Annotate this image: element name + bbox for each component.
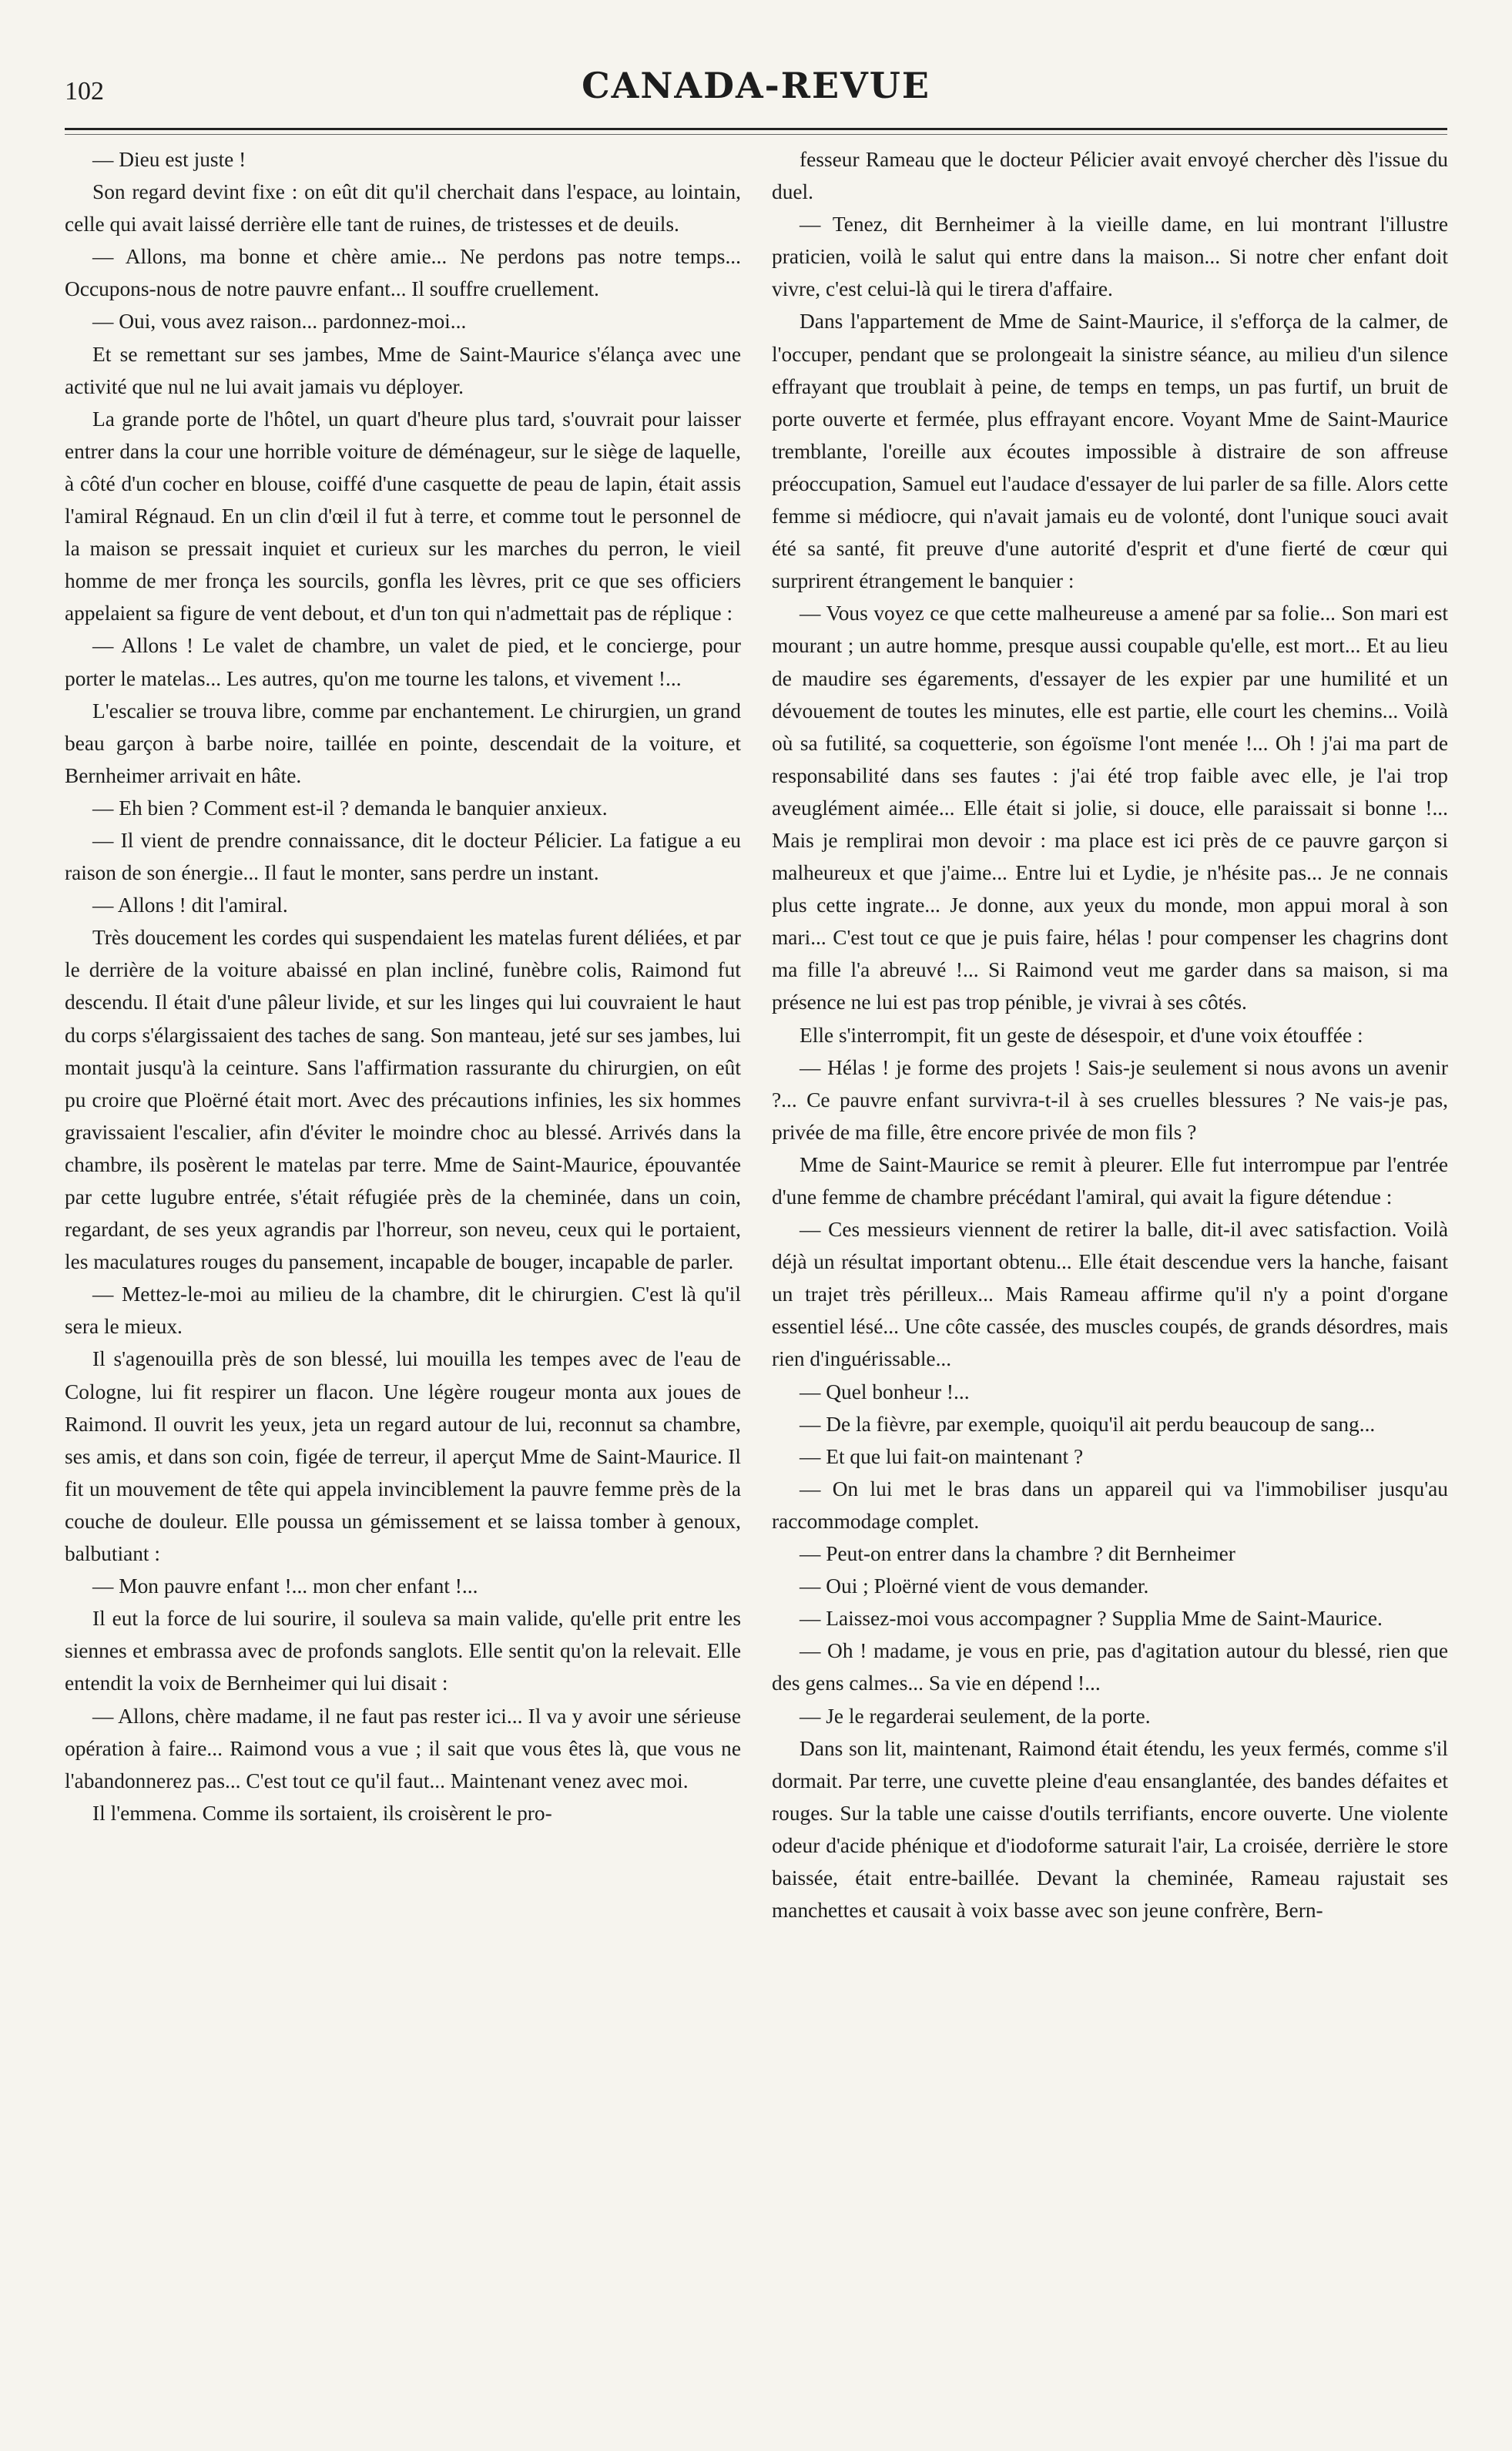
- right-column: [772, 143, 1448, 2423]
- paragraph: Mme de Saint-Maurice se remit à pleurer. Elle fut interrompue par l'entrée d'une femme de chambre précédant l'amiral, qui avait la figure détendue :: [772, 1152, 1448, 1209]
- paragraph: — Laissez-moi vous accompagner ? Supplia Mme de Saint-Maurice.: [800, 1607, 1383, 1631]
- paragraph: La grande porte de l'hôtel, un quart d'heure plus tard, s'ouvrait pour laisser entrer dans la cour une horrible voiture de déménageur, sur le siège de laquelle, à côté d'un cocher en blouse, coiffé d'une casquette de peau de lapin, était assis l'amiral Régnaud. En un clin d'œil il fut à terre, et comme tout le personnel de la maison se pressait inquiet et curieux sur les marches du perron, le vieil homme de mer fronça les sourcils, gonfla les lèvres, prit ce que ses officiers appelaient sa figure de vent debout, et d'un ton qui n'admettait pas de réplique :: [65, 407, 741, 625]
- paragraph: Il eut la force de lui sourire, il souleva sa main valide, qu'elle prit entre les siennes et embrassa avec de profonds sanglots. Elle sentit qu'on la relevait. Elle entendit la voix de Bernheimer qui lui disait :: [65, 1607, 741, 1695]
- paragraph: Dans son lit, maintenant, Raimond était étendu, les yeux fermés, comme s'il dormait. Par terre, une cuvette pleine d'eau ensanglantée, des bandes défaites et rouges. Sur la table une caisse d'outils terrifiants, encore ouverte. Une violente odeur d'acide phénique et d'iodoforme saturait l'air, La croisée, derrière le store baissée, était entre-baillée. Devant la cheminée, Rameau rajustait ses manchettes et causait à voix basse avec son jeune confrère, Bern-: [772, 1736, 1448, 1923]
- paragraph: — Je le regarderai seulement, de la porte.: [800, 1704, 1151, 1728]
- paragraph: — Eh bien ? Comment est-il ? demanda le banquier anxieux.: [92, 796, 608, 820]
- page-header: [65, 60, 1447, 114]
- paragraph: Dans l'appartement de Mme de Saint-Maurice, il s'efforça de la calmer, de l'occuper, pendant que se prolongeait la sinistre séance, au milieu d'un silence effrayant que troublait à peine, de temps en temps, un pas furtif, un bruit de porte ouverte et fermée, plus effrayant encore. Voyant Mme de Saint-Maurice tremblante, l'oreille aux écoutes impossible à distraire de son affreuse préoccupation, Samuel eut l'audace d'essayer de lui parler de sa fille. Alors cette femme si médiocre, qui n'avait jamais eu de volonté, dont l'unique souci avait été sa santé, fit preuve d'une autorité d'esprit et d'une fierté de cœur qui surprirent étrangement le banquier :: [772, 310, 1448, 593]
- header-rule-thin: [65, 134, 1447, 135]
- paragraph: — Oui, vous avez raison... pardonnez-moi...: [92, 310, 467, 334]
- paragraph: — Allons, ma bonne et chère amie... Ne perdons pas notre temps... Occupons-nous de notre pauvre enfant... Il souffre cruellement.: [65, 245, 741, 301]
- paragraph: — Peut-on entrer dans la chambre ? dit Bernheimer: [800, 1542, 1235, 1566]
- paragraph: — On lui met le bras dans un appareil qui va l'immobiliser jusqu'au raccommodage complet.: [772, 1477, 1448, 1533]
- paragraph: Elle s'interrompit, fit un geste de désespoir, et d'une voix étouffée :: [800, 1023, 1363, 1047]
- left-column: [65, 143, 741, 2423]
- paragraph: — Tenez, dit Bernheimer à la vieille dame, en lui montrant l'illustre praticien, voilà le salut qui entre dans la maison... Si notre cher enfant doit vivre, c'est celui-là qui le tirera d'affaire.: [772, 213, 1448, 301]
- paragraph: — Allons ! Le valet de chambre, un valet de pied, et le concierge, pour porter le matelas... Les autres, qu'on me tourne les talons, et vivement !...: [65, 634, 741, 690]
- paragraph: — Oui ; Ploërné vient de vous demander.: [800, 1574, 1149, 1598]
- paragraph: — Hélas ! je forme des projets ! Sais-je seulement si nous avons un avenir ?... Ce pauvre enfant survivra-t-il à ses cruelles blessures ? Ne vais-je pas, privée de ma fille, être encore privée de mon fils ?: [772, 1055, 1448, 1144]
- paragraph: — Mon pauvre enfant !... mon cher enfant !...: [92, 1574, 478, 1598]
- page-number: 102: [65, 77, 104, 106]
- paragraph: Il s'agenouilla près de son blessé, lui mouilla les tempes avec de l'eau de Cologne, lui fit respirer un flacon. Une légère rougeur monta aux joues de Raimond. Il ouvrit les yeux, jeta un regard autour de lui, reconnut sa chambre, ses amis, et dans son coin, figée de terreur, il aperçut Mme de Saint-Maurice. Il fit un mouvement de tête qui appela invinciblement la pauvre femme près de la couche de douleur. Elle poussa un gémissement et se laissa tomber à genoux, balbutiant :: [65, 1347, 741, 1566]
- header-rule: [65, 128, 1447, 130]
- paragraph: Son regard devint fixe : on eût dit qu'il cherchait dans l'espace, au lointain, celle qui avait laissé derrière elle tant de ruines, de tristesses et de deuils.: [65, 180, 741, 236]
- paragraph: — Quel bonheur !...: [800, 1380, 970, 1403]
- paragraph: — Allons ! dit l'amiral.: [92, 894, 288, 917]
- paragraph: — Oh ! madame, je vous en prie, pas d'agitation autour du blessé, rien que des gens calmes... Sa vie en dépend !...: [772, 1639, 1448, 1695]
- paragraph: — De la fièvre, par exemple, quoiqu'il ait perdu beaucoup de sang...: [800, 1412, 1376, 1436]
- paragraph: — Ces messieurs viennent de retirer la balle, dit-il avec satisfaction. Voilà déjà un résultat important obtenu... Elle était descendue vers la hanche, faisant un trajet très périlleux... Mais Rameau affirme qu'il n'y a point d'organe essentiel lésé... Une côte cassée, des muscles coupés, de grands désordres, mais rien d'inguérissable...: [772, 1218, 1448, 1371]
- paragraph: fesseur Rameau que le docteur Pélicier avait envoyé chercher dès l'issue du duel.: [772, 148, 1448, 204]
- paragraph: — Mettez-le-moi au milieu de la chambre, dit le chirurgien. C'est là qu'il sera le mieux.: [65, 1282, 741, 1339]
- paragraph: — Dieu est juste !: [92, 148, 246, 171]
- paragraph: Et se remettant sur ses jambes, Mme de Saint-Maurice s'élança avec une activité que nul ne lui avait jamais vu déployer.: [65, 342, 741, 398]
- paragraph: — Allons, chère madame, il ne faut pas rester ici... Il va y avoir une sérieuse opération à faire... Raimond vous a vue ; il sait que vous êtes là, que vous ne l'abandonnerez pas... C'est tout ce qu'il faut... Maintenant venez avec moi.: [65, 1704, 741, 1792]
- paragraph: L'escalier se trouva libre, comme par enchantement. Le chirurgien, un grand beau garçon à barbe noire, taillée en pointe, descendait de la voiture, et Bernheimer arrivait en hâte.: [65, 699, 741, 787]
- paragraph: — Il vient de prendre connaissance, dit le docteur Pélicier. La fatigue a eu raison de son énergie... Il faut le monter, sans perdre un instant.: [65, 828, 741, 885]
- paragraph: — Et que lui fait-on maintenant ?: [800, 1444, 1084, 1468]
- journal-title: CANADA-REVUE: [582, 65, 930, 106]
- paragraph: Très doucement les cordes qui suspendaient les matelas furent déliées, et par le derrière de la voiture abaissé en plan incliné, funèbre colis, Raimond fut descendu. Il était d'une pâleur livide, et sur les linges qui lui couvraient le haut du corps s'élargissaient des taches de sang. Son manteau, jeté sur ses jambes, lui montait jusqu'à la ceinture. Sans l'affirmation rassurante du chirurgien, on eût pu croire que Ploërné était mort. Avec des précautions infinies, les six hommes gravissaient l'escalier, afin d'éviter le moindre choc au blessé. Arrivés dans la chambre, ils posèrent le matelas par terre. Mme de Saint-Maurice, épouvantée par cette lugubre entrée, s'était réfugiée près de la cheminée, dans un coin, regardant, de ses yeux agrandis par l'horreur, son neveu, ceux qui le portaient, les maculatures rouges du pansement, incapable de bouger, incapable de parler.: [65, 926, 741, 1274]
- paragraph: Il l'emmena. Comme ils sortaient, ils croisèrent le pro-: [92, 1801, 552, 1825]
- paragraph: — Vous voyez ce que cette malheureuse a amené par sa folie... Son mari est mourant ; un autre homme, presque aussi coupable qu'elle, est mort... Et au lieu de maudire ses égarements, d'essayer de les expier par une humilité et un dévouement de toutes les minutes, elle est partie, elle court les chemins... Voilà où sa futilité, sa coquetterie, son égoïsme l'ont menée !... Oh ! j'ai ma part de responsabilité dans ses fautes : j'ai été trop faible avec elle, je l'ai trop aveuglément aimée... Elle était si jolie, si douce, elle paraissait si bonne !... Mais je remplirai mon devoir : ma place est ici près de ce pauvre garçon si malheureux et que j'aime... Entre lui et Lydie, je n'hésite pas... Je ne connais plus cette ingrate... Je donne, aux yeux du monde, mon appui moral à son mari... C'est tout ce que je puis faire, hélas ! pour compenser les chagrins dont ma fille l'a abreuvé !... Si Raimond veut me garder dans sa maison, si ma présence ne lui est pas trop pénible, je vivrai à ses côtés.: [772, 602, 1448, 1014]
